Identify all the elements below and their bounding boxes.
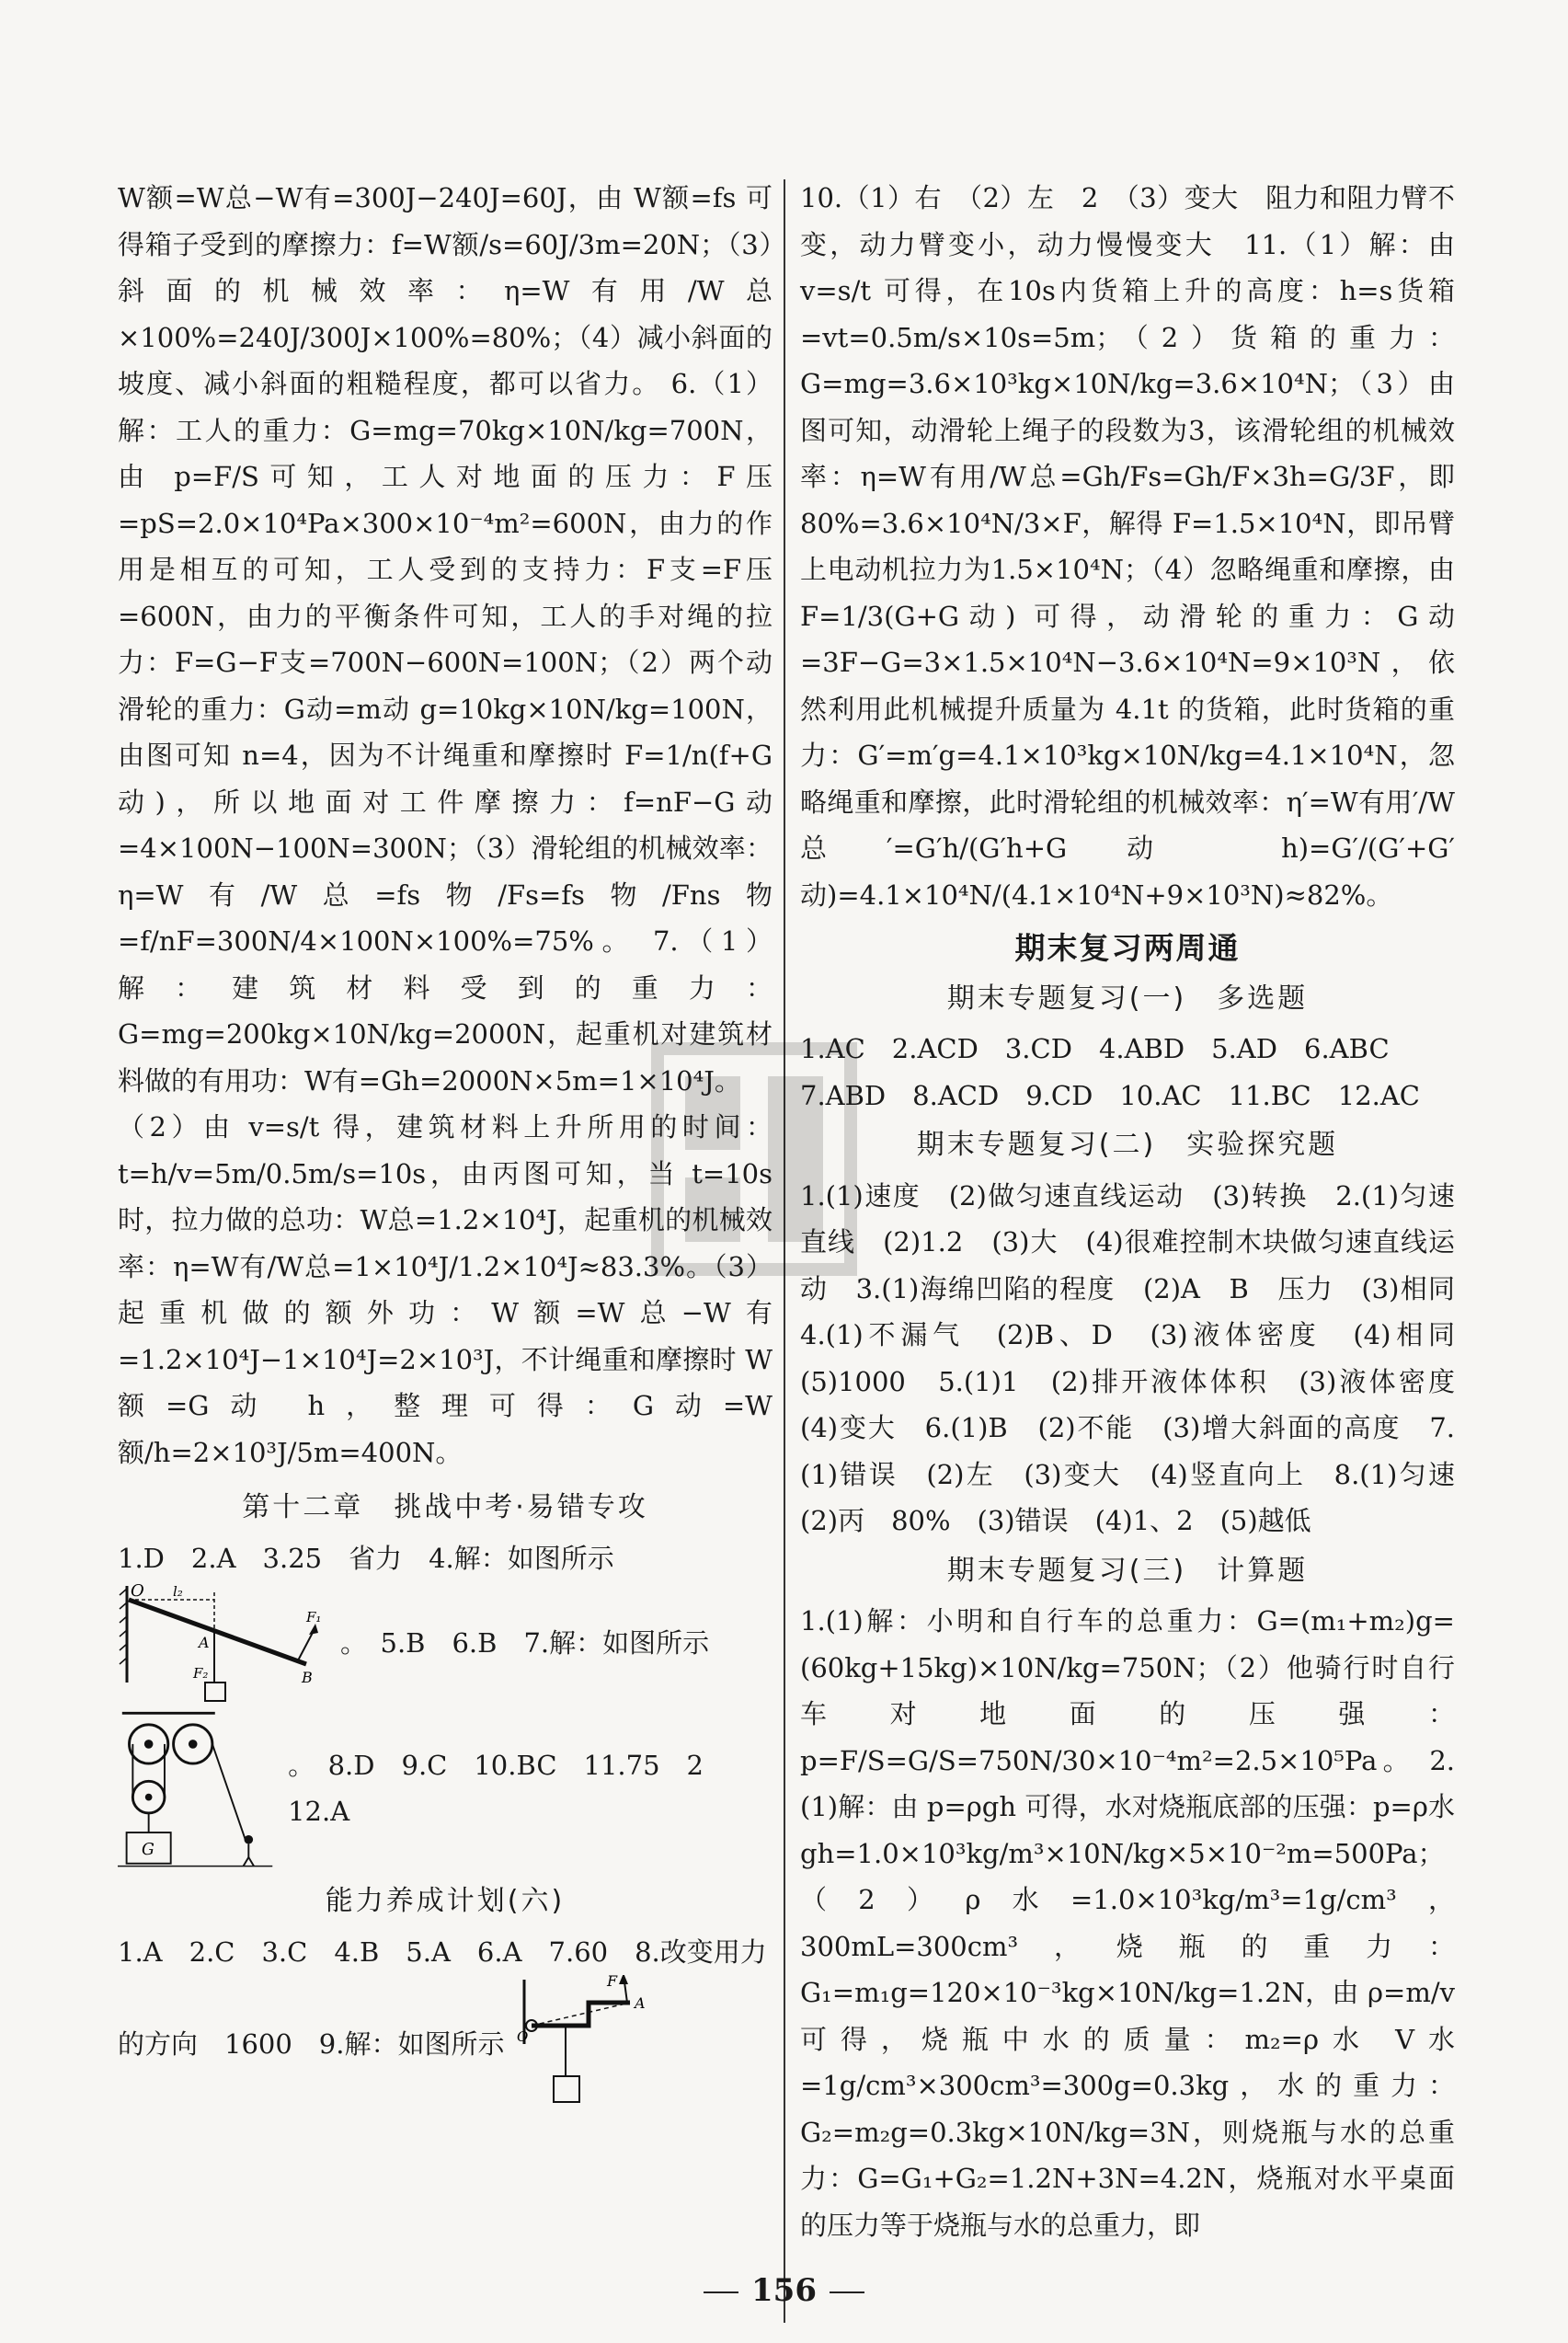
section-1-line-2: 7.ABD 8.ACD 9.CD 10.AC 11.BC 12.AC bbox=[800, 1079, 1420, 1111]
left-paragraph-2: （2）由 v=s/t 得，建筑材料上升所用的时间：t=h/v=5m/0.5m/s=10s，由丙图可知，当 t=10s 时，拉力做的总功：W总=1.2×10⁴J，起重机的机械效率：η=W有/W总=1×10⁴J/1.2×10⁴J≈83.3%。（3）起重机做的额外功：W额=W总−W有=1.2×10⁴J−1×10⁴J=2×10³J，不计绳重和摩擦时 W额=G动 h，整理可得：G动=W额/h=2×10³J/5m=400N。 bbox=[118, 1111, 773, 1468]
label-g: G bbox=[141, 1841, 155, 1860]
page-number bbox=[0, 2272, 1568, 2309]
section-1-heading: 期末专题复习(一) 多选题 bbox=[946, 982, 1309, 1015]
page-number-text: 156 bbox=[751, 2272, 817, 2309]
review-heading: 期末复习两周通 bbox=[1014, 930, 1241, 966]
label-o: O bbox=[131, 1581, 144, 1601]
left-column bbox=[118, 175, 773, 2113]
label-a2: A bbox=[635, 1994, 647, 2012]
section-1-line-1: 1.AC 2.ACD 3.CD 4.ABD 5.AD 6.ABC bbox=[800, 1033, 1390, 1064]
pulley-diagram bbox=[118, 1706, 277, 1871]
right-paragraph-1: 10.（1）右 （2）左 2 （3）变大 阻力和阻力臂不变，动力臂变小，动力慢慢变大 11.（1）解：由 v=s/t 可得，在10s内货箱上升的高度：h=s货箱=vt=0.5m/s×10s=5m；（2）货箱的重力：G=mg=3.6×10³kg×10N/kg=3.6×10⁴N；（3）由图可知，动滑轮上绳子的段数为3，该滑轮组的机械效率：η=W有用/W总=Gh/Fs=Gh/F×3h=G/3F，即 80%=3.6×10⁴N/3×F，解得 F=1.5×10⁴N，即吊臂上电动机拉力为1.5×10⁴N；（4）忽略绳重和摩擦，由 F=1/3(G+G动) 可得，动滑轮的重力：G动=3F−G=3×1.5×10⁴N−3.6×10⁴N=9×10³N，依然利用此机械提升质量为 4.1t 的货箱，此时货箱的重力：G′=m′g=4.1×10³kg×10N/kg=4.1×10⁴N，忽略绳重和摩擦，此时滑轮组的机械效率：η′=W有用′/W总′=G′h/(G′h+G动 h)=G′/(G′+G′动)=4.1×10⁴N/(4.1×10⁴N+9×10³N)≈82%。 bbox=[800, 182, 1455, 911]
label-f1: F₁ bbox=[306, 1609, 322, 1625]
chapter-answers-line-3: 。 8.D 9.C 10.BC 11.75 2 12.A bbox=[288, 1749, 731, 1827]
lever-diagram bbox=[118, 1581, 329, 1706]
chapter-answers-line-1: 1.D 2.A 3.25 省力 4.解：如图所示 bbox=[118, 1542, 614, 1574]
section-2-heading: 期末专题复习(二) 实验探究题 bbox=[916, 1129, 1339, 1161]
section-3-body: 1.(1)解：小明和自行车的总重力：G=(m₁+m₂)g=(60kg+15kg)×10N/kg=750N；（2）他骑行时自行车对地面的压强：p=F/S=G/S=750N/30×10⁻⁴m²=2.5×10⁵Pa。 2.(1)解：由 p=ρgh 可得，水对烧瓶底部的压强：p=ρ水 gh=1.0×10³kg/m³×10N/kg×5×10⁻²m=500Pa；（2）ρ水=1.0×10³kg/m³=1g/cm³，300mL=300cm³，烧瓶的重力：G₁=m₁g=120×10⁻³kg×10N/kg=1.2N，由 ρ=m/v 可得，烧瓶中水的质量：m₂=ρ水 V水=1g/cm³×300cm³=300g=0.3kg，水的重力：G₂=m₂g=0.3kg×10N/kg=3N，则烧瓶与水的总重力：G=G₁+G₂=1.2N+3N=4.2N，烧瓶对水平桌面的压力等于烧瓶与水的总重力，即 bbox=[800, 1605, 1455, 2241]
ability-answers-line-1: 1.A 2.C 3.C 4.B 5.A 6.A 7.60 8.改变用力 bbox=[118, 1935, 767, 1968]
chapter-answers-line-2: 。 5.B 6.B 7.解：如图所示 bbox=[340, 1627, 710, 1660]
ability-answers-line-2: 的方向 1600 9.解：如图所示 bbox=[118, 2027, 505, 2060]
right-column bbox=[800, 175, 1482, 2248]
ability-heading: 能力养成计划(六) bbox=[325, 1885, 566, 1917]
lever-figure-row bbox=[118, 1581, 773, 1706]
left-paragraph-1: W额=W总−W有=300J−240J=60J，由 W额=fs 可得箱子受到的摩擦力：f=W额/s=60J/3m=20N；（3）斜面的机械效率：η=W有用/W总×100%=240J/300J×100%=80%；（4）减小斜面的坡度、减小斜面的粗糙程度，都可以省力。 6.（1）解：工人的重力：G=mg=70kg×10N/kg=700N，由 p=F/S可知，工人对地面的压力：F压=pS=2.0×10⁴Pa×300×10⁻⁴m²=600N，由力的作用是相互的可知，工人受到的支持力：F支=F压=600N，由力的平衡条件可知，工人的手对绳的拉力：F=G−F支=700N−600N=100N；（2）两个动滑轮的重力：G动=m动 g=10kg×10N/kg=100N，由图可知 n=4，因为不计绳重和摩擦时 F=1/n(f+G动)，所以地面对工件摩擦力：f=nF−G动=4×100N−100N=300N；（3）滑轮组的机械效率：η=W有/W总=fs物/Fs=fs物/Fns物=f/nF=300N/4×100N×100%=75%。 7.（1）解：建筑材料受到的重力：G=mg=200kg×10N/kg=2000N，起重机对建筑材料做的有用功：W有=Gh=2000N×5m=1×10⁴J。 bbox=[118, 182, 773, 1097]
pulley-figure-row bbox=[118, 1706, 773, 1871]
chapter-heading: 第十二章 挑战中考·易错专攻 bbox=[242, 1491, 648, 1523]
label-o2: O bbox=[517, 2028, 529, 2045]
label-l2: l₂ bbox=[173, 1583, 183, 1600]
section-3-heading: 期末专题复习(三) 计算题 bbox=[946, 1554, 1309, 1587]
label-b: B bbox=[302, 1669, 313, 1686]
bent-lever-diagram bbox=[515, 1975, 690, 2113]
label-f: F bbox=[607, 1975, 618, 1990]
section-2-body: 1.(1)速度 (2)做匀速直线运动 (3)转换 2.(1)匀速直线 (2)1.2 (3)大 (4)很难控制木块做匀速直线运动 3.(1)海绵凹陷的程度 (2)A B 压力 (3)相同 4.(1)不漏气 (2)B、D (3)液体密度 (4)相同 (5)1000 5.(1)1 (2)排开液体体积 (3)液体密度 (4)变大 6.(1)B (2)不能 (3)增大斜面的高度 7.(1)错误 (2)左 (3)变大 (4)竖直向上 8.(1)匀速 (2)丙 80% (3)错误 (4)1、2 (5)越低 bbox=[800, 1179, 1482, 1536]
bent-lever-figure-row bbox=[118, 1975, 773, 2113]
label-a: A bbox=[199, 1634, 210, 1651]
label-f2: F₂ bbox=[193, 1665, 209, 1682]
